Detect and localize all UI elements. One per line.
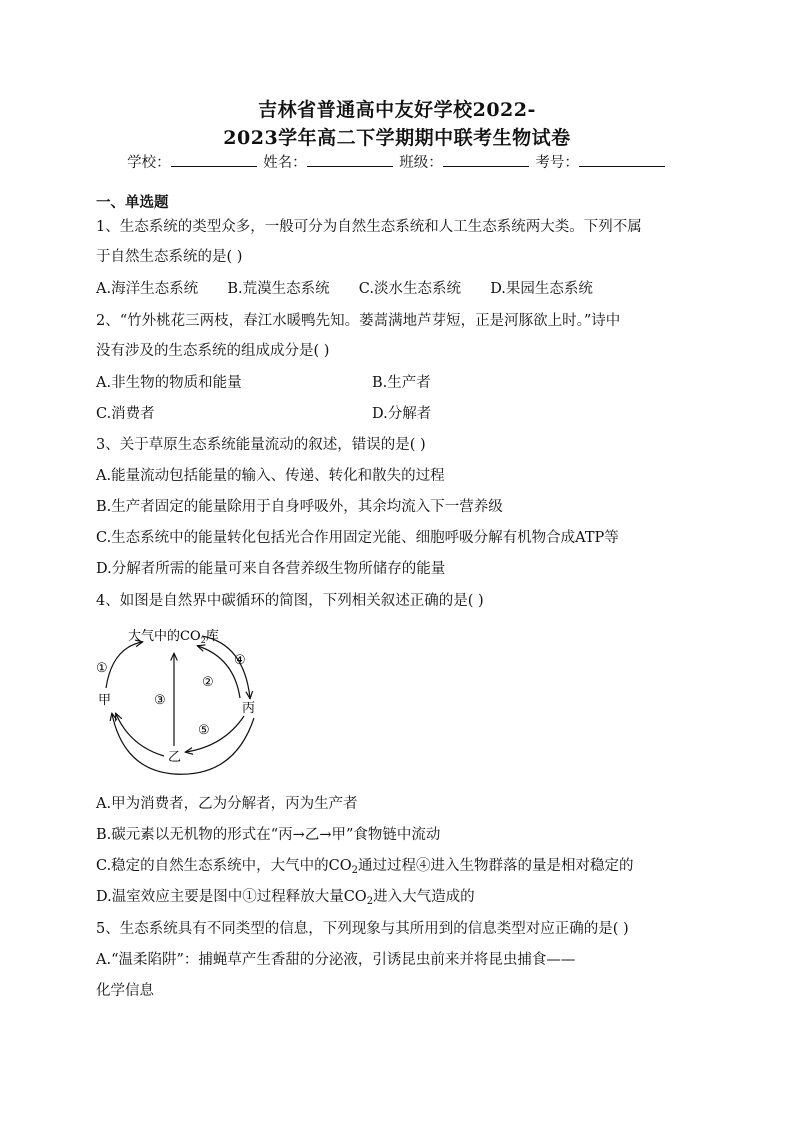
process-1-label: ①	[96, 661, 108, 676]
name-label: 姓名：	[263, 155, 307, 171]
q5-option-a-line1: A.“温柔陷阱”：捕蝇草产生香甜的分泌液，引诱昆虫前来并将昆虫捕食——	[96, 952, 576, 968]
q2-option-d: D.分解者	[372, 406, 432, 422]
q1-option-c: C.淡水生态系统	[358, 281, 461, 297]
name-blank[interactable]	[307, 152, 393, 167]
section-heading: 一、单选题	[96, 194, 169, 211]
q4-option-c: C.稳定的自然生态系统中，大气中的$CO_2$通过过程④进入生物群落的量是相对稳定的	[96, 858, 634, 876]
exam-title-line2: 2023学年高二下学期期中联考生物试卷	[223, 127, 571, 149]
school-label: 学校：	[127, 155, 171, 171]
q1-stem-line2: 于自然生态系统的是( )	[96, 249, 243, 265]
class-blank[interactable]	[443, 152, 529, 167]
process-4-label: ④	[234, 653, 246, 668]
q3-option-c: C.生态系统中的能量转化包括光合作用固定光能、细胞呼吸分解有机物合成ATP等	[96, 530, 619, 546]
class-label: 班级：	[399, 155, 443, 171]
node-yi: 乙	[168, 750, 182, 765]
q1-option-d: D.果园生态系统	[490, 281, 593, 297]
carbon-cycle-diagram	[94, 618, 274, 778]
q2-stem-line1: 2、“竹外桃花三两枝，春江水暖鸭先知。蒌蒿满地芦芽短，正是河豚欲上时。”诗中	[96, 313, 621, 329]
arrow-bing-to-jia-outer	[112, 714, 254, 774]
q2-stem-line2: 没有涉及的生态系统的组成成分是( )	[96, 343, 330, 359]
q3-stem: 3、关于草原生态系统能量流动的叙述，错误的是( )	[96, 437, 426, 453]
q4-option-d: D.温室效应主要是图中①过程释放大量$CO_2$进入大气造成的	[96, 889, 475, 907]
q5-stem: 5、生态系统具有不同类型的信息，下列现象与其所用到的信息类型对应正确的是( )	[96, 921, 629, 937]
q1-option-b: B.荒漠生态系统	[227, 281, 330, 297]
q4-option-a: A.甲为消费者，乙为分解者，丙为生产者	[96, 796, 358, 812]
exam-number-label: 考号：	[535, 155, 579, 171]
q4-stem: 4、如图是自然界中碳循环的简图，下列相关叙述正确的是( )	[96, 593, 484, 609]
arrow-5	[186, 716, 244, 752]
exam-number-blank[interactable]	[579, 152, 665, 167]
atmosphere-co2-label: 大气中的$CO_2$库	[128, 629, 219, 645]
q3-option-b: B.生产者固定的能量除用于自身呼吸外，其余均流入下一营养级	[96, 499, 503, 515]
q1-option-a: A.海洋生态系统	[96, 281, 199, 297]
arrow-yi-to-jia	[116, 714, 164, 756]
q3-option-d: D.分解者所需的能量可来自各营养级生物所储存的能量	[96, 561, 446, 577]
process-3-label: ③	[154, 693, 166, 708]
q3-option-a: A.能量流动包括能量的输入、传递、转化和散失的过程	[96, 468, 445, 484]
q2-option-a: A.非生物的物质和能量	[96, 375, 242, 391]
arrow-1	[106, 642, 142, 688]
q2-option-b: B.生产者	[372, 375, 431, 391]
q2-option-c: C.消费者	[96, 406, 155, 422]
node-bing: 丙	[242, 701, 256, 716]
q4-option-b: B.碳元素以无机物的形式在“丙→乙→甲”食物链中流动	[96, 827, 441, 843]
q5-option-a-line2: 化学信息	[96, 983, 154, 999]
school-blank[interactable]	[171, 152, 257, 167]
exam-title-line1: 吉林省普通高中友好学校2022-	[258, 99, 536, 121]
q1-stem-line1: 1、生态系统的类型众多，一般可分为自然生态系统和人工生态系统两大类。下列不属	[96, 219, 642, 235]
student-info-row	[0, 151, 794, 172]
q1-options	[96, 277, 593, 298]
node-jia: 甲	[98, 693, 112, 708]
process-2-label: ②	[202, 675, 214, 690]
process-5-label: ⑤	[198, 723, 210, 738]
